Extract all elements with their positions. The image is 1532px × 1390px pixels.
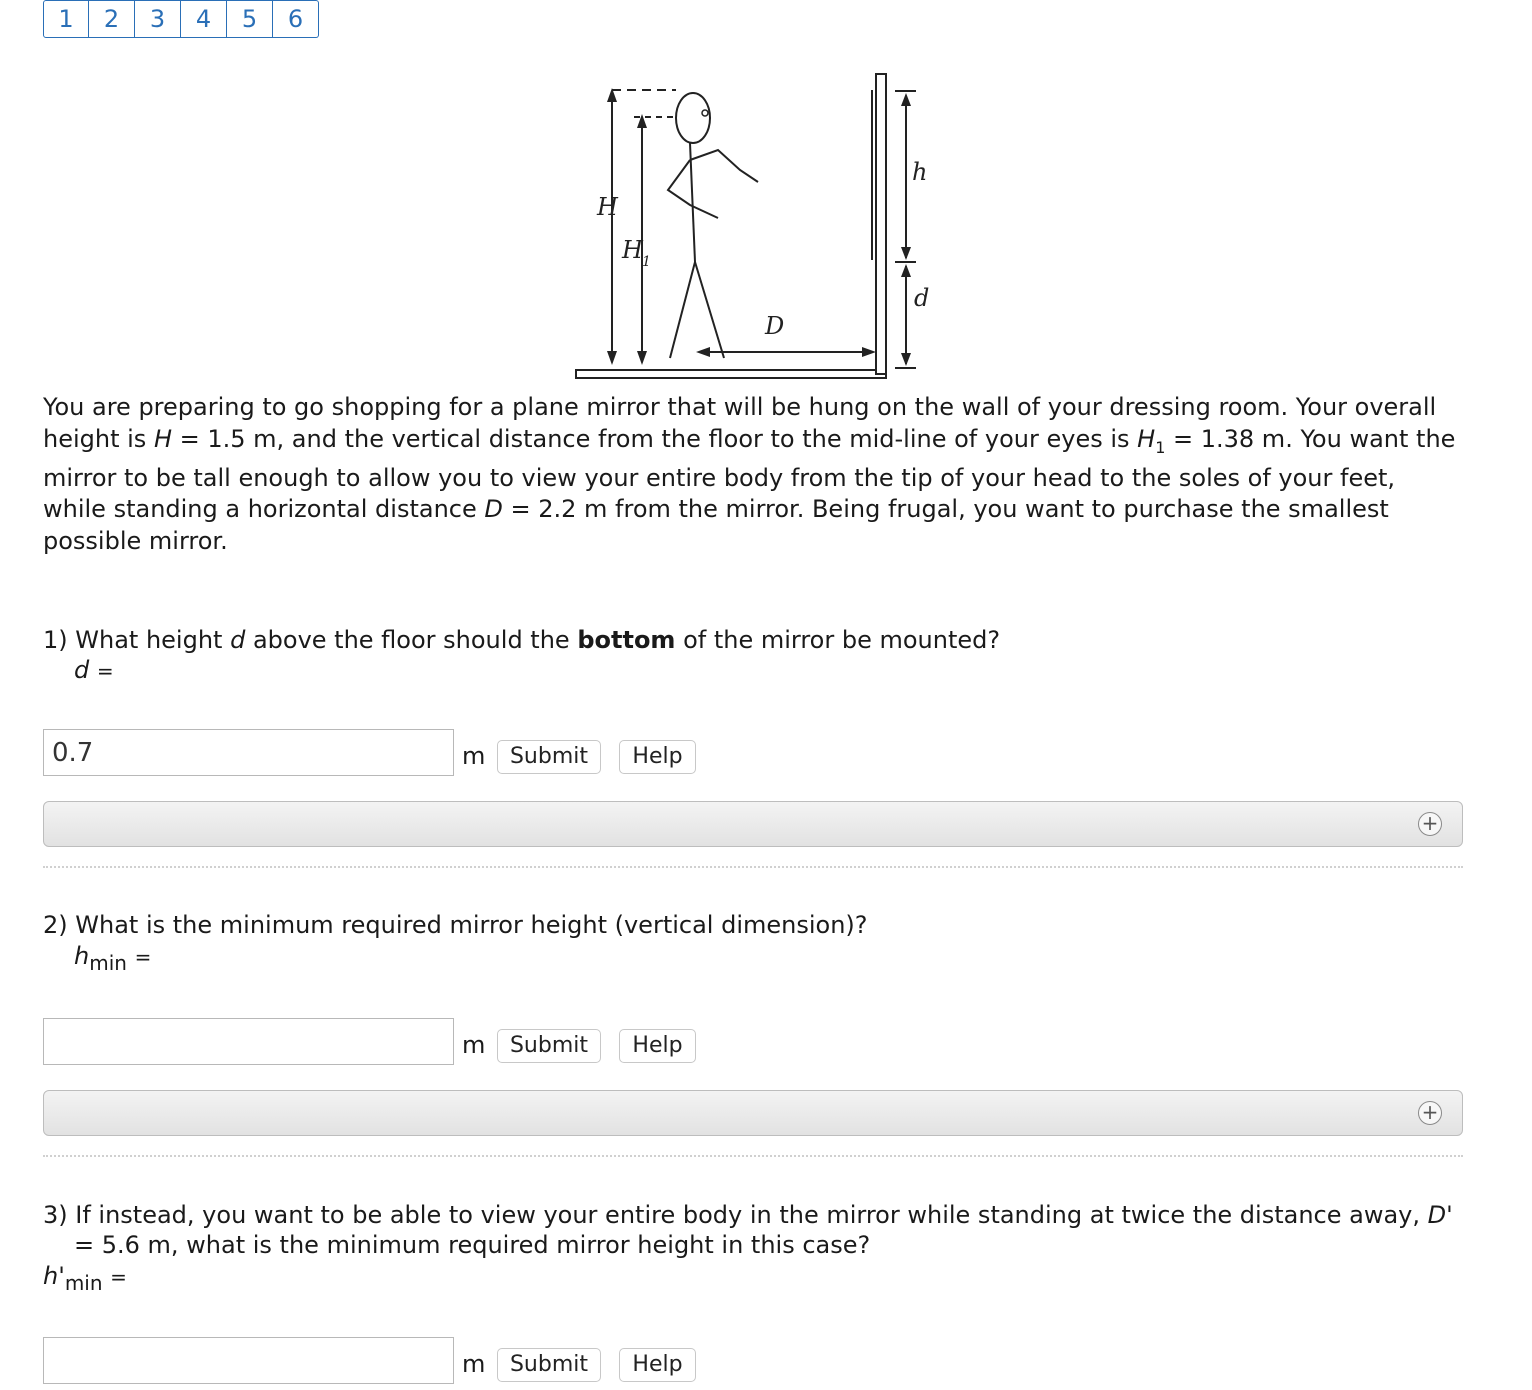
- answer-2-unit: m: [462, 1031, 486, 1059]
- var-H: H: [153, 424, 172, 453]
- label-H: H: [597, 193, 618, 221]
- mirror-diagram: [560, 65, 940, 385]
- page-navigation: [43, 0, 319, 38]
- feedback-1-bar[interactable]: [43, 801, 1463, 847]
- page-tab-2[interactable]: 2: [89, 0, 135, 38]
- submit-1-button[interactable]: Submit: [497, 740, 601, 774]
- help-3-button[interactable]: Help: [619, 1348, 696, 1382]
- question-3-label: $h'_{min}$ =: [43, 1262, 127, 1295]
- divider-2: [43, 1155, 1463, 1157]
- submit-3-button[interactable]: Submit: [497, 1348, 601, 1382]
- label-H1: H: [622, 236, 643, 264]
- question-3-text: 3) If instead, you want to be able to view your entire body in the mirror while standing at twice the distance away, D' = 5.6 m, what is the minimum required mirror height in this case?: [43, 1201, 1453, 1259]
- page-tab-1[interactable]: 1: [43, 0, 89, 38]
- page-tab-5[interactable]: 5: [227, 0, 273, 38]
- label-D: D: [765, 312, 785, 340]
- answer-3-input[interactable]: [43, 1337, 454, 1384]
- page-tab-4[interactable]: 4: [181, 0, 227, 38]
- answer-1-unit: m: [462, 742, 486, 770]
- help-2-button[interactable]: Help: [619, 1029, 696, 1063]
- plus-circle-icon[interactable]: +: [1418, 812, 1442, 836]
- label-d: d: [914, 284, 930, 312]
- question-2-label: $h_{min}$ =: [74, 942, 152, 975]
- person-head: [676, 93, 710, 143]
- var-H1: H: [1137, 424, 1156, 453]
- question-1-text: 1) What height d above the floor should the bottom of the mirror be mounted?: [43, 626, 1001, 654]
- answer-3-unit: m: [462, 1350, 486, 1378]
- submit-2-button[interactable]: Submit: [497, 1029, 601, 1063]
- wall-shape: [876, 74, 886, 374]
- question-2-text: 2) What is the minimum required mirror height (vertical dimension)?: [43, 911, 868, 939]
- answer-2-input[interactable]: [43, 1018, 454, 1065]
- help-1-button[interactable]: Help: [619, 740, 696, 774]
- question-1-label: d =: [74, 656, 114, 684]
- plus-circle-icon[interactable]: +: [1418, 1101, 1442, 1125]
- var-D: D: [484, 495, 503, 524]
- label-h: h: [912, 158, 928, 186]
- feedback-2-bar[interactable]: [43, 1090, 1463, 1136]
- floor-shape: [576, 370, 886, 378]
- label-H1-subscript: 1: [642, 254, 651, 270]
- page-tab-6[interactable]: 6: [273, 0, 319, 38]
- answer-1-input[interactable]: [43, 729, 454, 776]
- page-tab-3[interactable]: 3: [135, 0, 181, 38]
- divider-1: [43, 866, 1463, 868]
- problem-statement: You are preparing to go shopping for a plane mirror that will be hung on the wall of your dressing room. Your overall height is H = 1.5 m, and the vertical distance from the floor to the mid-line of your eyes is $H_1 = 1.38$ m. You want the mirror to be tall enough to allow you to view your entire body from the tip of your head to the soles of your feet, while standing a horizontal distance D = 2.2 m from the mirror. Being frugal, you want to purchase the smallest possible mirror.: [43, 393, 1456, 555]
